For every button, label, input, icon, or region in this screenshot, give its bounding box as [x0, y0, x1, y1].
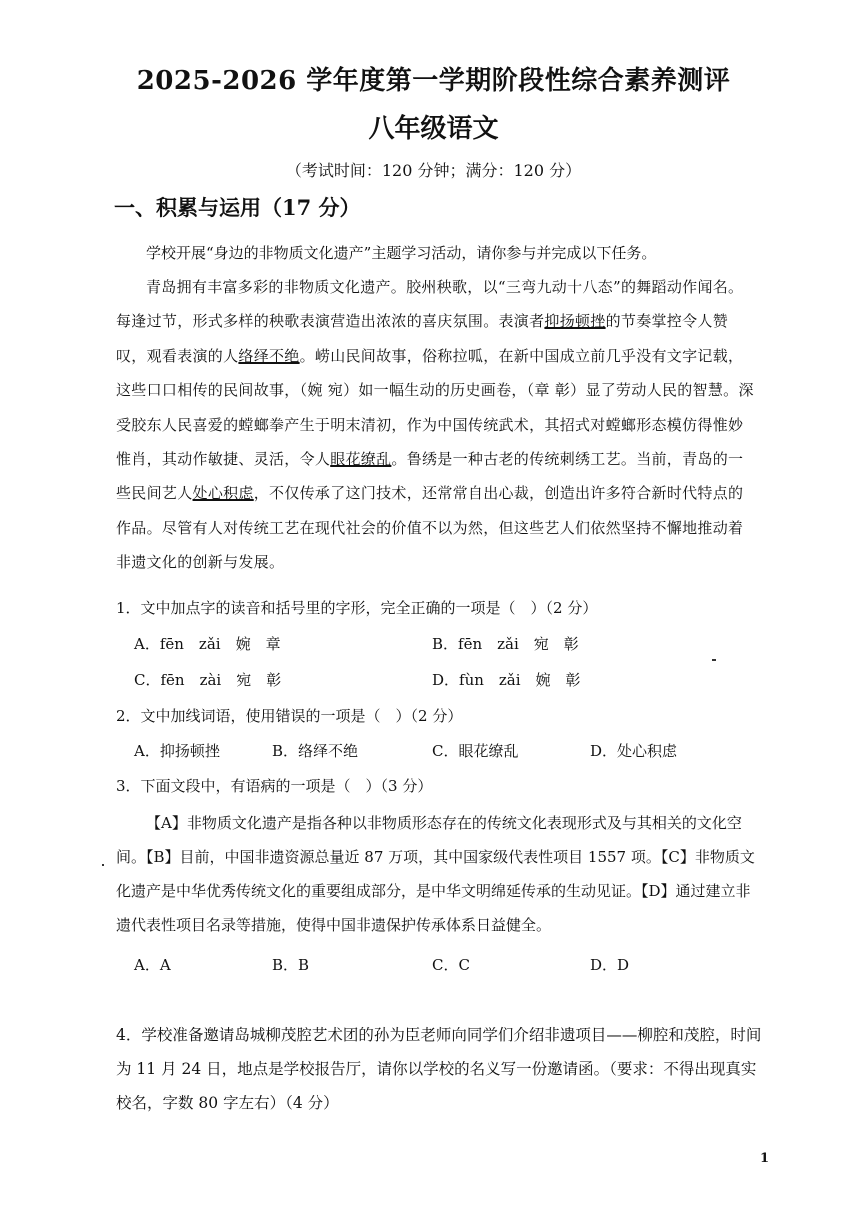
question-2-option-d: D．处心积虑	[590, 742, 678, 760]
exam-info: （考试时间：120 分钟；满分：120 分）	[285, 161, 582, 180]
underlined-word: 抑扬顿挫	[544, 312, 606, 331]
passage-text: 青岛拥有丰富多彩的非物质文化遗产。胶州秧歌，以“三弯九动十八态”的舞蹈动作闻名。每逢过节，形式多样的秧歌表演营造出浓浓的喜庆氛围。表演者	[116, 278, 744, 331]
underlined-word: 络绎不绝	[238, 346, 300, 365]
question-3-passage: 【A】非物质文化遗产是指各种以非物质形态存在的传统文化表现形式及与其相关的文化空间。【B】目前，中国非遗资源总量近 87 万项，其中国家级代表性项目 1557 项。【C】非物质文化遗产是中华优秀传统文化的重要组成部分，是中华文明绵延传承的生动见证。【D】通过建立非遗代表性项目名录等措施，使得中国非遗保护传承体系日益健全。	[116, 814, 755, 934]
passage-text: 。鲁绣是一种古老的传统刺绣工艺。当前，青岛的一些民间艺人	[116, 450, 744, 503]
section-heading: 一、积累与运用（17 分）	[114, 195, 361, 220]
question-3-option-c: C．C	[432, 956, 470, 974]
question-2-option-b: B．络绎不绝	[272, 742, 359, 760]
question-2-option-a: A．抑扬顿挫	[134, 742, 220, 760]
subject-title: 八年级语文	[368, 114, 499, 144]
passage-text: 的节奏掌控令人赞叹，观看表演的人	[116, 312, 729, 365]
passage-text: ，不仅传承了这门技术，还常常自出心裁，创造出许多符合新时代特点的作品。尽管有人对传统工艺在现代社会的价值不以为然，但这些艺人们依然坚持不懈地推动着非遗文化的创新与发展。	[116, 484, 744, 572]
question-2-option-c: C．眼花缭乱	[432, 742, 519, 760]
question-2-stem: 2．文中加线词语，使用错误的一项是（ ）（2 分）	[116, 707, 463, 725]
question-3-option-b: B．B	[272, 956, 310, 974]
question-3-option-a: A．A	[134, 956, 171, 974]
question-4: 4．学校准备邀请岛城柳茂腔艺术团的孙为臣老师向同学们介绍非遗项目——柳腔和茂腔，时间为 11 月 24 日，地点是学校报告厅，请你以学校的名义写一份邀请函。（要求：不得出现真实校名，字数 80 字左右）（4 分）	[116, 1026, 762, 1112]
scan-speck	[102, 864, 104, 866]
underlined-word: 眼花缭乱	[330, 450, 392, 469]
question-1-option-d: D．fùn zǎi 婉 彰	[432, 671, 581, 689]
exam-title: 2025-2026 学年度第一学期阶段性综合素养测评	[136, 66, 731, 96]
question-1-option-a: A．fēn zǎi 婉 章	[134, 635, 281, 653]
scan-speck	[712, 659, 716, 661]
page-number: 1	[760, 1151, 770, 1166]
passage-text: 。崂山民间故事，俗称拉呱，在新中国成立前几乎没有文字记载，这些口口相传的民间故事，（婉 宛）如一幅生动的历史画卷，（章 彰）显了劳动人民的智慧。深受胶东人民喜爱的螳螂拳产生于明末清初，作为中国传统武术，其招式对螳螂形态模仿得惟妙惟肖，其动作敏捷、灵活，令人	[116, 346, 754, 469]
question-3-stem: 3．下面文段中，有语病的一项是（ ）（3 分）	[116, 777, 433, 795]
question-1-stem: 1．文中加点字的读音和括号里的字形，完全正确的一项是（ ）（2 分）	[116, 599, 598, 617]
question-1-option-c: C．fēn zài 宛 彰	[134, 671, 282, 689]
underlined-word: 处心积虑	[192, 484, 254, 503]
question-3-option-d: D．D	[590, 956, 630, 974]
question-1-option-b: B．fēn zǎi 宛 彰	[432, 635, 579, 653]
reading-passage	[116, 270, 756, 580]
section-intro: 学校开展“身边的非物质文化遗产”主题学习活动，请你参与并完成以下任务。	[146, 244, 657, 262]
